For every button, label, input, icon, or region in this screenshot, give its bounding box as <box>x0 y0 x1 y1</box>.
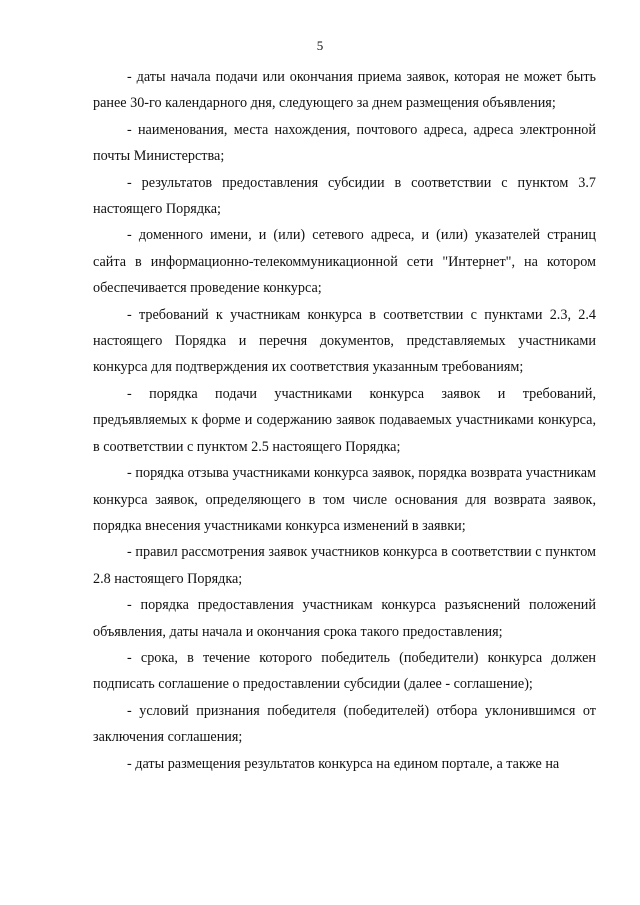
paragraph-subsidy-results: - результатов предоставления субсидии в соответствии с пунктом 3.7 настоящего Порядка; <box>93 174 596 218</box>
paragraph-clarifications: - порядка предоставления участникам конкурса разъяснений положений объявления, даты начала и окончания срока такого предоставления; <box>93 597 596 640</box>
paragraph-domain-name: - доменного имени, и (или) сетевого адреса, и (или) указателей страниц сайта в информационно-телекоммуникационной сети "Интернет", на котором обеспечивается проведение конкурса; <box>93 227 596 297</box>
paragraph-withdrawal-procedure: - порядка отзыва участниками конкурса заявок, порядка возврата участникам конкурса заявок, определяющего в том числе основания для возврата заявок, порядка внесения участниками конкурса изменений в заявки; <box>93 465 596 534</box>
paragraph-review-rules: - правил рассмотрения заявок участников конкурса в соответствии с пунктом 2.8 настоящего Порядка; <box>93 544 596 587</box>
paragraph-winner-evasion: - условий признания победителя (победителей) отбора уклонившимся от заключения соглашения; <box>93 702 596 746</box>
paragraph-submission-dates: - даты начала подачи или окончания приема заявок, которая не может быть ранее 30-го календарного дня, следующего за днем размещения объявления; <box>93 69 596 112</box>
paragraph-agreement-deadline: - срока, в течение которого победитель (победители) конкурса должен подписать соглашение о предоставлении субсидии (далее - соглашение); <box>93 649 596 693</box>
page-number: 5 <box>316 38 324 53</box>
paragraph-participant-requirements: - требований к участникам конкурса в соответствии с пунктами 2.3, 2.4 настоящего Порядка и перечня документов, представляемых участниками конкурса для подтверждения их соответствия указанным требованиям; <box>93 306 596 376</box>
paragraph-application-procedure: - порядка подачи участниками конкурса заявок и требований, предъявляемых к форме и содержанию заявок подаваемых участниками конкурса, в соответствии с пунктом 2.5 настоящего Порядка; <box>93 385 596 455</box>
paragraph-results-publication: - даты размещения результатов конкурса на едином портале, а также на <box>127 755 560 772</box>
body-text <box>93 64 596 777</box>
paragraph-ministry-address: - наименования, места нахождения, почтового адреса, адреса электронной почты Министерства; <box>93 121 596 165</box>
